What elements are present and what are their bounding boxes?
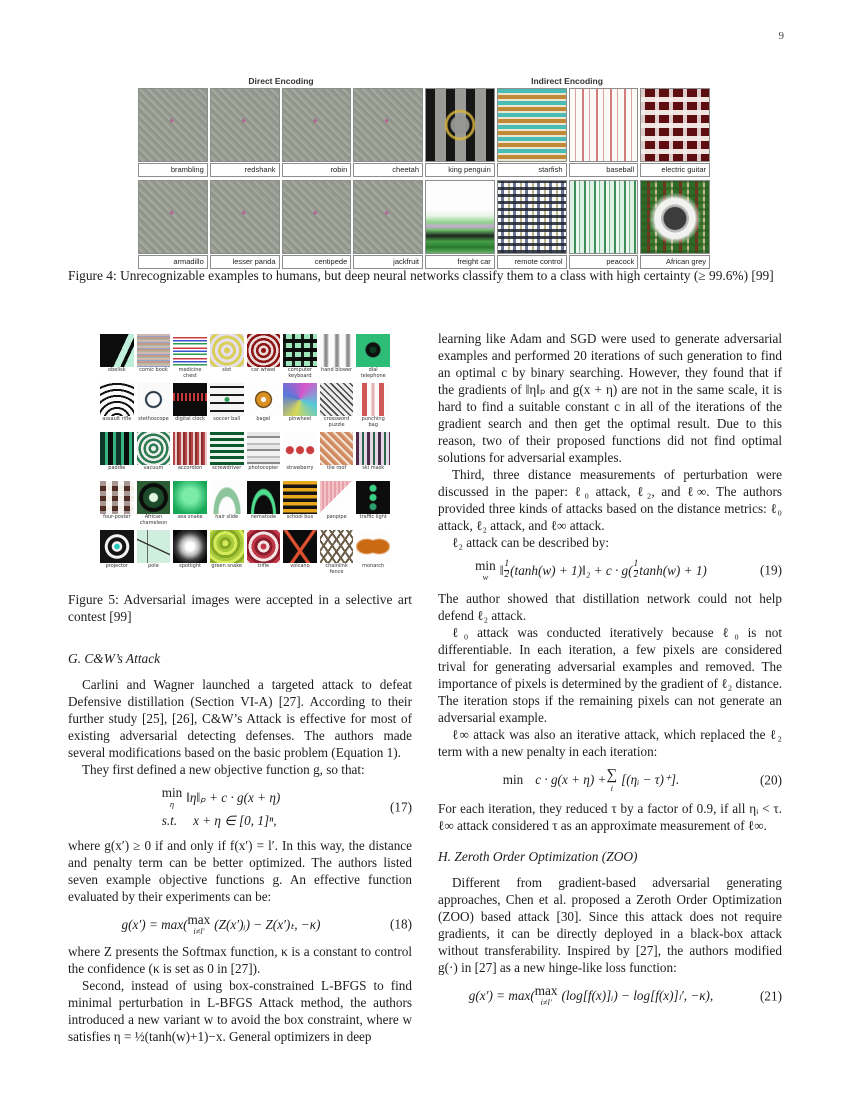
figure5-tile [137, 432, 171, 479]
figure5-tile [210, 481, 244, 528]
figure5 [100, 334, 390, 577]
paragraph: Third, three distance measurements of perturbation were discussed in the paper: ℓ₀ attack, ℓ₂, and ℓ∞. The authors provided three kinds of attacks based on the distance metrics: ℓ₀ attack, ℓ₂ attack, and ℓ∞ attack. [438, 467, 782, 533]
figure4-image [210, 88, 280, 162]
equation-body: x + η ∈ [0, 1]ⁿ, [193, 812, 277, 828]
figure5-tile [100, 530, 134, 577]
equation-body: ‖η‖ₚ + c · g(x + η) [186, 789, 281, 805]
fraction-one-half: $\frac{1}{2}$ [633, 558, 639, 581]
equation-19 [438, 559, 782, 582]
figure5-image [137, 481, 171, 514]
figure4-image-label: electric guitar [640, 163, 710, 177]
paragraph: ℓ₂ attack can be described by: [452, 535, 610, 550]
figure4-image-label: freight car [425, 255, 495, 269]
figure4-image [353, 180, 423, 254]
figure5-tile [320, 481, 354, 528]
figure5-tile [320, 334, 354, 381]
paragraph: They first defined a new objective function g, so that: [82, 762, 365, 777]
figure5-image-label: crossword puzzle [323, 416, 350, 428]
figure4-cell [640, 180, 710, 269]
figure4-cell [138, 180, 208, 269]
figure4-cell [497, 88, 567, 177]
figure5-image [100, 481, 134, 514]
figure5-tile [210, 383, 244, 430]
figure5-image-label: vacuum [143, 465, 164, 471]
figure5-tile [210, 530, 244, 577]
figure4-image-label: king penguin [425, 163, 495, 177]
equation-body: (log[f(x)]ᵢ) − log[f(x)]ₗ′, −κ), [561, 988, 714, 1004]
min-operator: min η [161, 785, 183, 810]
paragraph: learning like Adam and SGD were used to generate adversarial examples and performed 20 iterations of such generation to find an optimal c by binary searching. However, they found that if the gradients of ‖η‖ₚ and g(x + η) are not in the same scale, it is hard to find a suitable constant c in all of the iterations of the gradient search and then get the optimal result. Due to this reason, two of their proposed functions did not find optimal solutions for adversarial examples. [438, 331, 782, 465]
figure5-tile [356, 334, 390, 381]
figure5-image-label: accordion [177, 465, 203, 471]
figure5-tile [100, 481, 134, 528]
figure4-cell [425, 180, 495, 269]
figure5-image [173, 432, 207, 465]
figure4-headers [138, 76, 710, 86]
equation-number: (21) [760, 988, 782, 1004]
figure5-image [210, 432, 244, 465]
figure4-image-label: redshank [210, 163, 280, 177]
figure5-image [173, 334, 207, 367]
figure5-image-label: comic book [139, 367, 168, 373]
figure5-image-label: bagel [256, 416, 271, 422]
figure5-image-label: medicine chest [178, 367, 202, 379]
paragraph: The author showed that distillation network could not help defend ℓ₂ attack. [438, 590, 782, 623]
figure4-image-label: jackfruit [353, 255, 423, 269]
paragraph: For each iteration, they reduced τ by a factor of 0.9, if all ηᵢ < τ. ℓ∞ attack considered τ as an approximate measurement of ℓ∞. [438, 801, 782, 834]
figure5-image [173, 481, 207, 514]
figure5-tile [173, 530, 207, 577]
figure5-image [320, 334, 354, 367]
figure4-cell [282, 88, 352, 177]
fraction-one-half: $\frac{1}{2}$ [504, 558, 510, 581]
figure4-cell [282, 180, 352, 269]
figure4-image-label: starfish [497, 163, 567, 177]
figure4-image-label: cheetah [353, 163, 423, 177]
figure4-image [569, 180, 639, 254]
figure4-cell [425, 88, 495, 177]
figure4-image [497, 180, 567, 254]
figure4-header-direct-encoding: Direct Encoding [248, 76, 314, 86]
figure5-image-label: spotlight [179, 563, 201, 569]
figure5-image [210, 481, 244, 514]
figure5-tile [173, 432, 207, 479]
figure5-tile [100, 334, 134, 381]
equation-number: (20) [760, 772, 782, 788]
figure5-tile [356, 432, 390, 479]
figure5-image [137, 432, 171, 465]
figure5-tile [210, 432, 244, 479]
figure5-image [210, 334, 244, 367]
figure5-tile [320, 530, 354, 577]
figure4-image [497, 88, 567, 162]
figure5-image [320, 432, 354, 465]
figure4-image [282, 88, 352, 162]
figure4-image-label: remote control [497, 255, 567, 269]
figure5-image-label: school bus [286, 514, 314, 520]
figure4-image [138, 88, 208, 162]
figure5-image [247, 432, 281, 465]
figure5-tile [173, 481, 207, 528]
equation-body: g(x′) = max( [121, 916, 188, 932]
figure5-tile [137, 530, 171, 577]
figure4-image [138, 180, 208, 254]
left-column [68, 650, 412, 1045]
figure5-tile [100, 432, 134, 479]
figure5-image [320, 481, 354, 514]
figure5-image-label: traffic light [359, 514, 387, 520]
figure4-header-indirect-encoding: Indirect Encoding [531, 76, 603, 86]
figure5-image-label: screwdriver [212, 465, 242, 471]
figure5-image-label: assault rifle [102, 416, 132, 422]
subject-to-label: s.t. [161, 812, 178, 828]
figure5-image [100, 383, 134, 416]
figure4-cell [569, 88, 639, 177]
figure5-image-label: hand blower [321, 367, 353, 373]
figure4-image [353, 88, 423, 162]
figure5-image [356, 481, 390, 514]
figure5-tile [356, 530, 390, 577]
figure5-tile [173, 383, 207, 430]
figure4-cell [640, 88, 710, 177]
figure4-image [425, 88, 495, 162]
figure5-image-label: four-poster [103, 514, 131, 520]
figure5-image-label: ski mask [362, 465, 385, 471]
right-column [438, 330, 782, 1015]
figure5-tile [356, 383, 390, 430]
paragraph: Second, instead of using box-constrained L-BFGS to find minimal perturbation in L-BFGS Attack method, the authors introduced a new variant w to avoid the box constraint, where w satisfies η = ½(tanh(w)+1)−x. General optimizers in deep [68, 978, 412, 1045]
figure5-image-label: obelisk [108, 367, 126, 373]
equation-body: c · g(x + η) + [535, 772, 607, 788]
figure5-image-label: African chameleon [139, 514, 168, 526]
figure5-tile [320, 383, 354, 430]
figure5-image-label: computer keyboard [287, 367, 312, 379]
figure4-image [640, 88, 710, 162]
figure5-image-label: green snake [211, 563, 243, 569]
figure5-image [100, 530, 134, 563]
equation-number: (17) [390, 799, 412, 815]
equation-body: (tanh(w) + 1)‖₂ + c · g( [510, 562, 633, 578]
figure4-cell [210, 180, 280, 269]
figure5-image-label: stethoscope [138, 416, 169, 422]
equation-20 [438, 768, 782, 793]
paragraph: Carlini and Wagner launched a targeted attack to defeat Defensive distillation (Section VI-A) [27]. According to their further study [25], [26], C&W’s Attack is effective for most of existing adversarial detecting defenses. The authors made several modifications based on the basic problem (Equation 1). [68, 677, 412, 760]
equation-18 [68, 913, 412, 936]
figure5-image-label: car wheel [251, 367, 276, 373]
figure5-image-label: tile roof [326, 465, 347, 471]
equation-21 [438, 984, 782, 1007]
min-operator: min [502, 772, 524, 788]
figure5-image-label: punching bag [361, 416, 385, 428]
figure5-image [210, 530, 244, 563]
figure4-image-label: armadillo [138, 255, 208, 269]
figure5-tile [283, 481, 317, 528]
figure5-image [283, 432, 317, 465]
figure5-image [247, 334, 281, 367]
figure5-image [247, 383, 281, 416]
equation-body: g(x′) = max( [468, 988, 535, 1004]
figure5-image [356, 530, 390, 563]
figure4-image [569, 88, 639, 162]
figure5-image [173, 530, 207, 563]
figure5-image [247, 530, 281, 563]
figure5-tile [356, 481, 390, 528]
section-heading-g: G. C&W’s Attack [68, 651, 161, 666]
figure4-image [640, 180, 710, 254]
figure5-image-label: pinwheel [288, 416, 312, 422]
figure5-tile [247, 432, 281, 479]
figure5-image [137, 334, 171, 367]
figure5-tile [247, 383, 281, 430]
figure4-cell [569, 180, 639, 269]
figure5-image-label: panpipe [326, 514, 347, 520]
figure4-cell [353, 88, 423, 177]
figure5-tile [210, 334, 244, 381]
figure5-image-label: digital clock [175, 416, 206, 422]
equation-number: (18) [390, 916, 412, 932]
figure4 [138, 76, 710, 269]
paragraph: where g(x′) ≥ 0 if and only if f(x′) = l′. In this way, the distance and penalty term can be better optimized. The authors listed seven example objective functions g. An effective function evaluated by their experiments can be: [68, 837, 412, 904]
figure5-image-label: projector [105, 563, 129, 569]
figure5-caption: Figure 5: Adversarial images were accepted in a selective art contest [99] [68, 592, 412, 624]
figure5-tile [100, 383, 134, 430]
figure4-image-label: baseball [569, 163, 639, 177]
figure5-image-label: trifle [257, 563, 270, 569]
figure5-image-label: nematode [250, 514, 277, 520]
figure5-image-label: photocopier [248, 465, 279, 471]
figure5-image [283, 481, 317, 514]
figure4-cell [138, 88, 208, 177]
max-operator: max i≠l′ [187, 911, 211, 936]
paragraph: Different from gradient-based adversarial generating approaches, Chen et al. proposed a Zeroth Order Optimization (ZOO) based attack [30]. Since this attack does not require gradients, it can be directly deployed in a black-box attack without transferability. Inspired by [27], the authors modified g(·) in [27] as a new hinge-like loss function: [438, 875, 782, 976]
figure5-image [137, 530, 171, 563]
figure4-image-label: brambling [138, 163, 208, 177]
figure5-image-label: pole [148, 563, 159, 569]
figure5-image [356, 334, 390, 367]
figure5-image [100, 432, 134, 465]
page-number: 9 [778, 30, 784, 42]
figure5-image-label: monarch [362, 563, 385, 569]
sum-operator: ∑ i [606, 766, 618, 793]
figure5-image-label: hair slide [215, 514, 239, 520]
figure4-caption: Figure 4: Unrecognizable examples to humans, but deep neural networks classify them to a class with high certainty (≥ 99.6%) [99] [68, 268, 774, 283]
figure4-image-label: peacock [569, 255, 639, 269]
equation-body: [(ηᵢ − τ)⁺]. [621, 772, 680, 788]
figure5-tile [283, 432, 317, 479]
figure5-tile [137, 334, 171, 381]
figure5-tile [137, 383, 171, 430]
figure5-tile [137, 481, 171, 528]
figure4-image-label: African grey [640, 255, 710, 269]
paragraph: ℓ∞ attack was also an iterative attack, which replaced the ℓ₂ term with a new penalty in each iteration: [438, 726, 782, 759]
figure5-image-label: slot [222, 367, 232, 373]
max-operator: max i≠l′ [534, 983, 558, 1008]
equation-17 [68, 786, 412, 829]
paragraph: ℓ₀ attack was conducted iteratively because ℓ₀ is not differentiable. In each iteration, a few pixels are considered trival for generating adversarial examples and removed. The importance of pixels is determined by the gradient of ℓ₂ distance. The iteration stops if the remaining pixels can not generate an adversarial example. [438, 624, 782, 725]
figure5-image-label: paddle [108, 465, 126, 471]
figure5-image [173, 383, 207, 416]
figure4-image [425, 180, 495, 254]
figure4-image [282, 180, 352, 254]
figure5-image [137, 383, 171, 416]
figure5-image [210, 383, 244, 416]
figure4-image [210, 180, 280, 254]
figure5-tile [320, 432, 354, 479]
equation-number: (19) [760, 562, 782, 578]
figure4-cell [353, 180, 423, 269]
paragraph: where Z presents the Softmax function, κ is a constant to control the confidence (κ is set as 0 in [27]). [68, 944, 412, 977]
min-operator: min w [475, 558, 496, 583]
figure5-tile [173, 334, 207, 381]
figure4-image-label: lesser panda [210, 255, 280, 269]
figure5-tile [247, 334, 281, 381]
figure5-image [100, 334, 134, 367]
figure4-image-label: robin [282, 163, 352, 177]
figure5-tile [283, 383, 317, 430]
figure5-image-label: strawberry [286, 465, 314, 471]
figure4-cell [497, 180, 567, 269]
figure5-image [283, 530, 317, 563]
figure5-image [356, 432, 390, 465]
figure5-tile [247, 481, 281, 528]
figure5-tile [247, 530, 281, 577]
figure5-image-label: dial telephone [360, 367, 386, 379]
figure4-cell [210, 88, 280, 177]
figure5-image [283, 383, 317, 416]
figure5-grid [100, 334, 390, 577]
figure5-image [320, 530, 354, 563]
figure5-image [247, 481, 281, 514]
section-heading-h: H. Zeroth Order Optimization (ZOO) [438, 849, 638, 865]
equation-body: (Z(x′)ᵢ) − Z(x′)ₜ, −κ) [214, 916, 321, 932]
figure4-grid [138, 88, 710, 269]
figure5-image-label: soccer ball [213, 416, 241, 422]
figure4-image-label: centipede [282, 255, 352, 269]
figure5-image [320, 383, 354, 416]
figure5-image [356, 383, 390, 416]
figure5-image-label: sea snake [177, 514, 203, 520]
figure5-image-label: chainlink fence [325, 563, 348, 575]
figure5-image [283, 334, 317, 367]
figure5-tile [283, 334, 317, 381]
figure5-image-label: volcano [290, 563, 310, 569]
equation-body: tanh(w) + 1) [639, 562, 707, 578]
figure5-tile [283, 530, 317, 577]
equation-body: ‖ [499, 562, 504, 578]
